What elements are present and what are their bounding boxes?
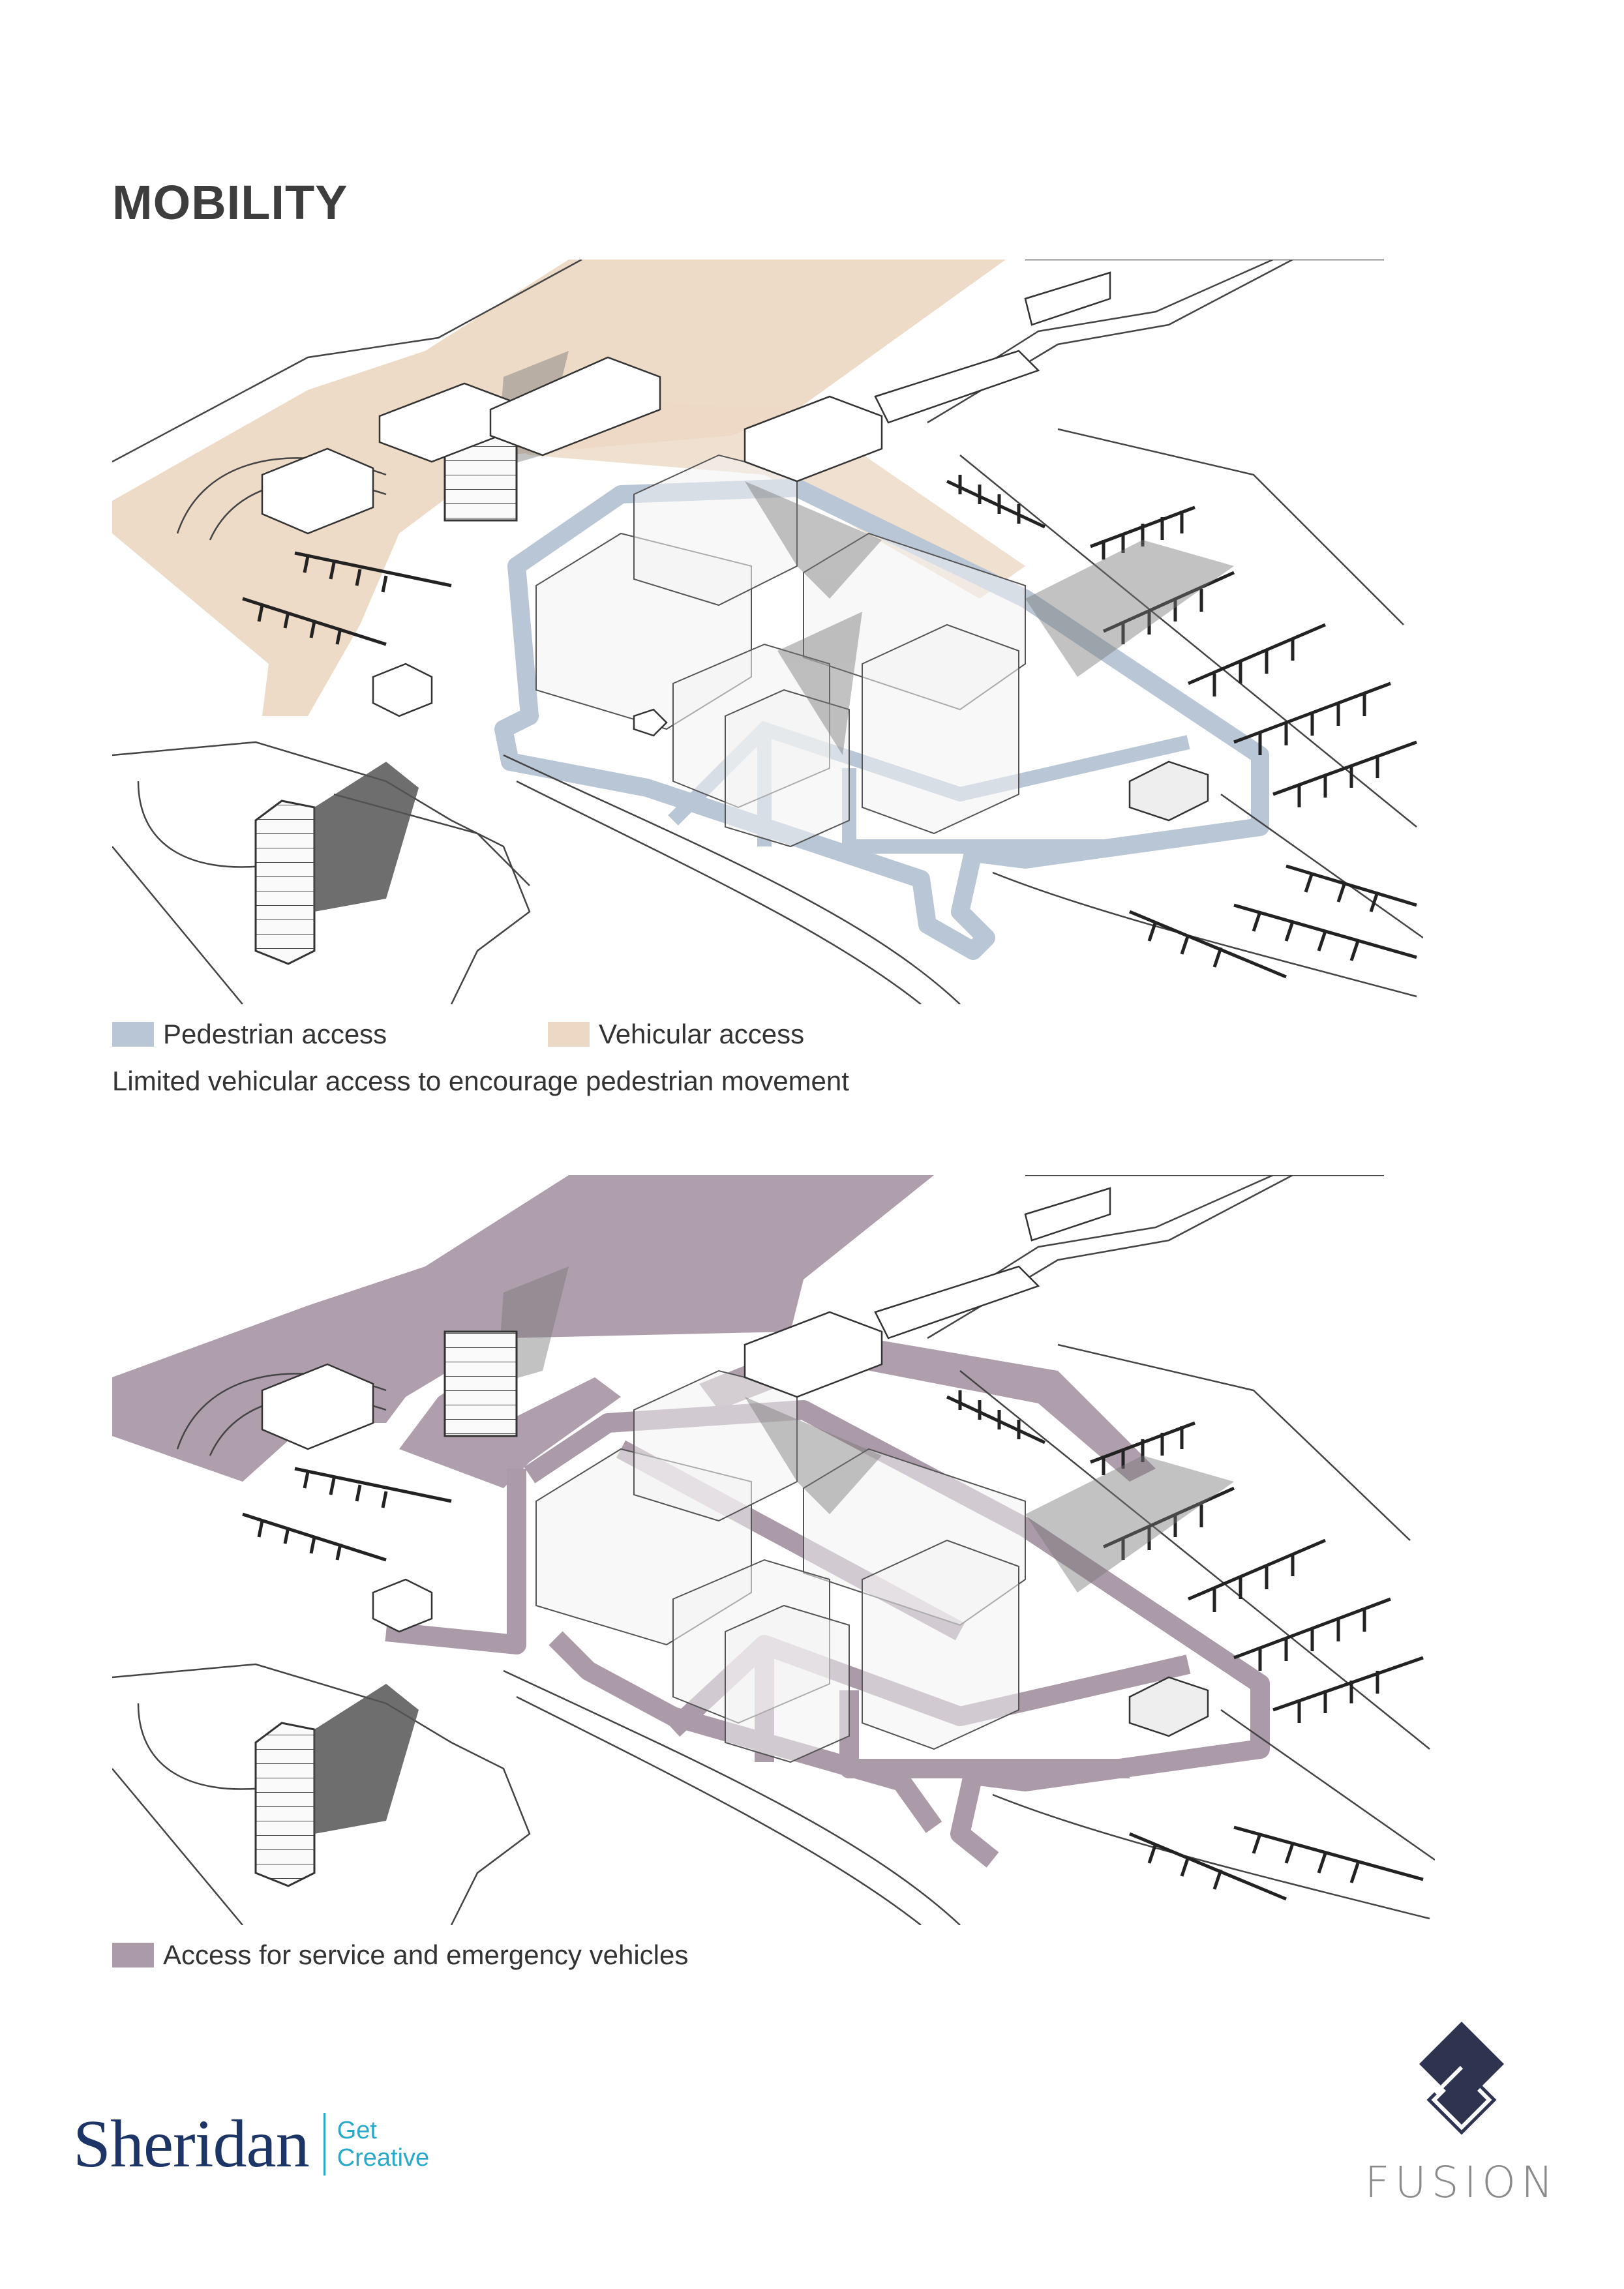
sheridan-tagline-line1: Get: [337, 2116, 377, 2144]
legend-pedestrian: [112, 1019, 387, 1050]
legend-swatch-vehicular: [548, 1022, 590, 1047]
legend-label-service-emergency: Access for service and emergency vehicles: [163, 1939, 689, 1970]
fusion-wordmark: FUSION: [1364, 2157, 1559, 2207]
page-title: MOBILITY: [112, 175, 348, 230]
existing-tower-left: [445, 1332, 517, 1436]
mobility-diagram-top: [112, 260, 1423, 1004]
sheridan-divider: [323, 2113, 325, 2176]
site-axonometric-top: [112, 260, 1423, 1004]
legend-service-emergency: [112, 1939, 688, 1971]
fusion-logo: [1354, 2015, 1569, 2207]
fusion-diamond-icon: [1354, 2015, 1569, 2159]
legend-vehicular: [548, 1019, 804, 1050]
legend-swatch-service-emergency: [112, 1943, 154, 1967]
legend-label-vehicular: Vehicular access: [599, 1019, 805, 1049]
legend-swatch-pedestrian: [112, 1022, 154, 1047]
site-axonometric-bottom: [112, 1175, 1435, 1925]
sheridan-tagline-line2: Creative: [337, 2144, 430, 2172]
legend-label-pedestrian: Pedestrian access: [163, 1019, 387, 1049]
sheridan-wordmark: Sheridan: [73, 2106, 309, 2181]
sheridan-tagline: [337, 2117, 430, 2172]
mobility-diagram-bottom: [112, 1175, 1435, 1925]
sheridan-logo: [73, 2105, 429, 2183]
top-diagram-caption: Limited vehicular access to encourage pedestrian movement: [112, 1066, 849, 1096]
